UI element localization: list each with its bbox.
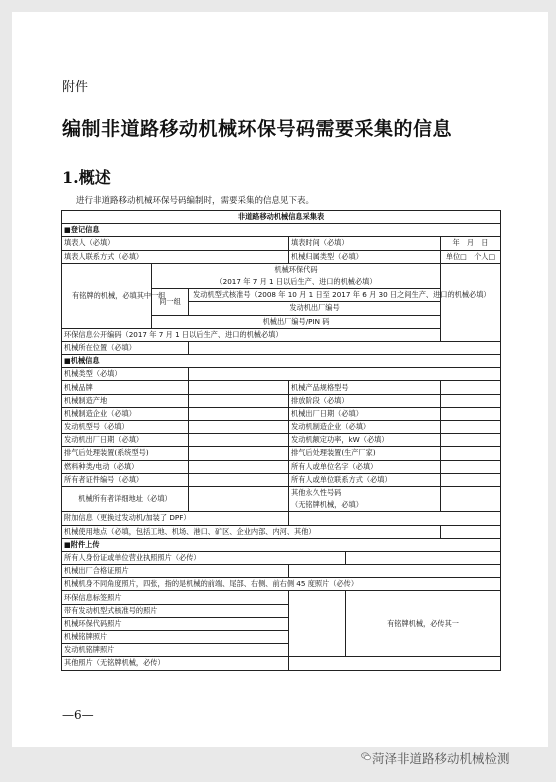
- section-machine-info: ■机械信息: [62, 355, 501, 368]
- field-ownership-type: 机械归属类型（必填）: [289, 250, 441, 263]
- upload-owner-id-photo: 所有人身份证或单位营业执照照片（必传）: [62, 551, 346, 564]
- same-group-label: 同一组: [152, 289, 189, 315]
- upload-env-code-photo: 机械环保代码照片: [62, 617, 289, 630]
- field-owner-address: 机械所有者详细地址（必填）: [62, 486, 189, 511]
- field-owner-name: 所有人或单位名字（必填）: [289, 460, 441, 473]
- upload-nameplate-photo: 机械铭牌照片: [62, 631, 289, 644]
- info-collection-table: [61, 210, 501, 671]
- upload-other-photo: 其他照片（无铭牌机械，必传）: [62, 657, 289, 670]
- field-filler-contact: 填表人联系方式（必填）: [62, 250, 289, 263]
- field-aftertreatment-model: 排气后处理装置(系统型号): [62, 447, 189, 460]
- document-title: 编制非道路移动机械环保号码需要采集的信息: [62, 118, 453, 140]
- field-machine-type: 机械类型（必填）: [62, 368, 189, 381]
- field-permanent-code: 其他永久性号码: [289, 486, 441, 499]
- field-engine-approval: 发动机型式核准号（2008 年 10 月 1 日至 2017 年 6 月 30 日之间生产、进口的机械必填）: [189, 289, 441, 302]
- field-permanent-code-note: （无铭牌机械，必填）: [289, 499, 441, 512]
- group-left-label: 有铭牌的机械，必填其中一组: [62, 263, 152, 328]
- field-manufacturer: 机械制造企业（必填）: [62, 407, 189, 420]
- field-filler: 填表人（必填）: [62, 237, 289, 250]
- field-env-code: 机械环保代码: [152, 263, 441, 276]
- table-caption: 非道路移动机械信息采集表: [62, 211, 501, 224]
- intro-text: 进行非道路移动机械环保号码编制时，需要采集的信息见下表。: [76, 196, 315, 206]
- field-origin: 机械制造产地: [62, 394, 189, 407]
- field-fill-time: 填表时间（必填）: [289, 237, 441, 250]
- field-brand: 机械品牌: [62, 381, 189, 394]
- page-number: —6—: [62, 708, 94, 722]
- field-fuel-type: 燃料种类/电动（必填）: [62, 460, 189, 473]
- field-usage-location: 机械使用地点（必填，包括工地、机场、港口、矿区、企业内部、内河、其他）: [62, 525, 441, 538]
- section-heading: 1.概述: [62, 168, 111, 187]
- upload-engine-nameplate-photo: 发动机铭牌照片: [62, 644, 289, 657]
- field-factory-date: 机械出厂日期（必填）: [289, 407, 441, 420]
- field-env-code-note: （2017 年 7 月 1 日以后生产、进口的机械必填）: [152, 276, 441, 289]
- field-owner-contact: 所有人或单位联系方式（必填）: [289, 473, 441, 486]
- upload-engine-approval-photo: 带有发动机型式核准号的照片: [62, 604, 289, 617]
- section-uploads: ■附件上传: [62, 538, 501, 551]
- field-extra-info: 附加信息（更换过发动机/加装了 DPF）: [62, 512, 289, 525]
- field-engine-date: 发动机出厂日期（必填）: [62, 434, 189, 447]
- nameplate-upload-note: 有铭牌机械，必传其一: [346, 591, 501, 657]
- field-location: 机械所在位置（必填）: [62, 341, 189, 354]
- field-engine-maker: 发动机制造企业（必填）: [289, 421, 441, 434]
- field-date: 年 月 日: [441, 237, 501, 250]
- watermark-text: 菏泽非道路移动机械检测: [372, 751, 510, 766]
- field-engine-model: 发动机型号（必填）: [62, 421, 189, 434]
- attachment-label: 附件: [62, 80, 89, 95]
- upload-machine-angle-photos: 机械机身不同角度照片，四张，指的是机械的前端、尾部、右侧、前右侧 45 度照片（必传）: [62, 578, 501, 591]
- field-machine-serial: 机械出厂编号/PIN 码: [152, 315, 441, 328]
- upload-certificate-photo: 机械出厂合格证照片: [62, 565, 289, 578]
- field-aftertreatment-maker: 排气后处理装置(生产厂家): [289, 447, 441, 460]
- ownership-checkboxes: 单位□ 个人□: [441, 250, 501, 263]
- field-env-public-code: 环保信息公开编码（2017 年 7 月 1 日以后生产、进口的机械必填）: [62, 328, 441, 341]
- field-product-model: 机械产品规格型号: [289, 381, 441, 394]
- field-engine-serial: 发动机出厂编号: [189, 302, 441, 315]
- field-emission-stage: 排放阶段（必填）: [289, 394, 441, 407]
- section-registration: ■登记信息: [62, 224, 501, 237]
- field-engine-power: 发动机额定功率，kW（必填）: [289, 434, 441, 447]
- wechat-icon: [361, 752, 371, 761]
- field-owner-id: 所有者证件编号（必填）: [62, 473, 189, 486]
- upload-env-label-photo: 环保信息标签照片: [62, 591, 289, 604]
